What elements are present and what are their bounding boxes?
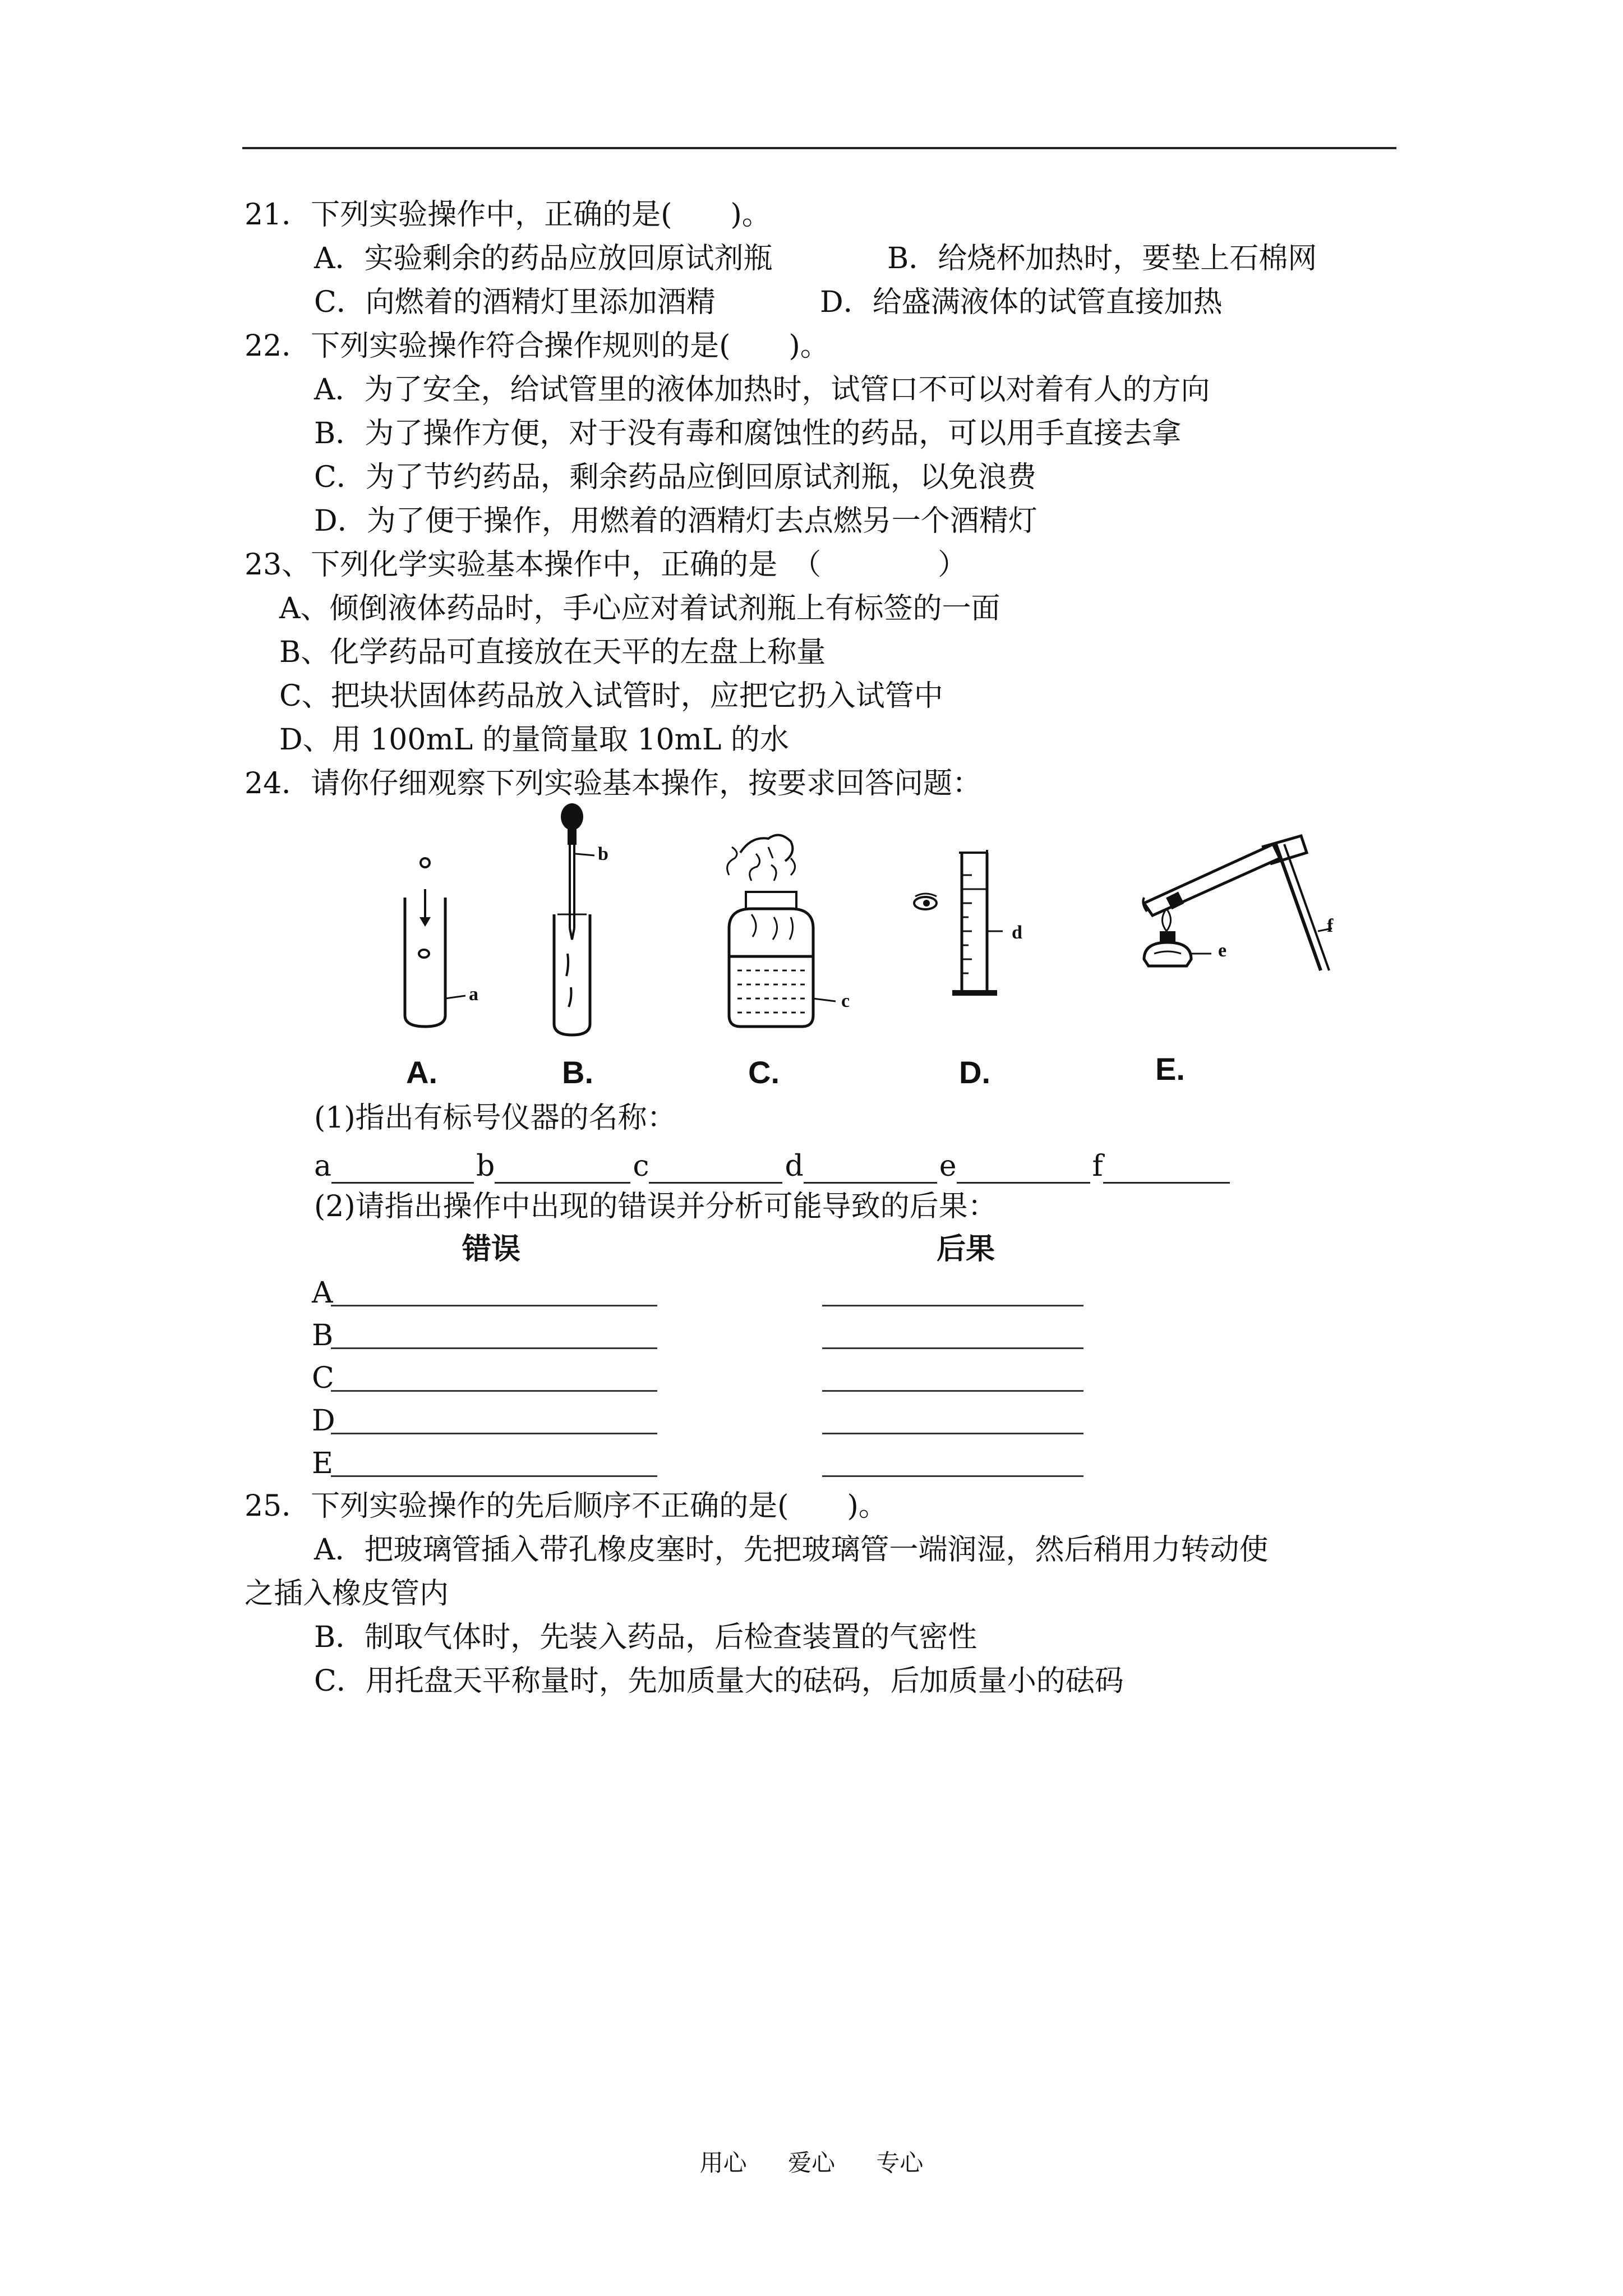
figure-c-reagent-bottle: [707, 813, 875, 1049]
blank-c[interactable]: [649, 1151, 782, 1184]
q21-option-b: B．给烧杯加热时，要垫上石棉网: [887, 242, 1317, 275]
blank-label-f: f: [1092, 1149, 1103, 1183]
q21-stem: 21．下列实验操作中，正确的是( )。: [245, 198, 771, 232]
label-c: c: [841, 991, 850, 1011]
column-header-error: 错误: [462, 1232, 521, 1266]
consequence-blank-a[interactable]: [822, 1305, 1083, 1306]
header-rule: [242, 147, 1396, 149]
q21-option-a: A．实验剩余的药品应放回原试剂瓶: [314, 242, 773, 275]
row-label-e: E: [312, 1447, 333, 1480]
row-label-d: D: [312, 1404, 335, 1438]
consequence-blank-d[interactable]: [822, 1433, 1083, 1434]
q23-option-c: C、把块状固体药品放入试管时，应把它扔入试管中: [279, 679, 943, 713]
blank-d[interactable]: [804, 1151, 937, 1184]
label-e: e: [1218, 940, 1227, 961]
instrument-blanks: [314, 1149, 1232, 1184]
footer-item-1: 用心: [699, 2149, 747, 2177]
q24-part1: (1)指出有标号仪器的名称：: [314, 1101, 676, 1135]
figure-b-dropper: [538, 802, 651, 1038]
blank-label-c: c: [633, 1149, 649, 1183]
consequence-blank-e[interactable]: [822, 1475, 1083, 1477]
blank-label-a: a: [314, 1149, 332, 1183]
q25-option-c: C．用托盘天平称量时，先加质量大的砝码，后加质量小的砝码: [314, 1664, 1124, 1698]
q21-option-c: C．向燃着的酒精灯里添加酒精: [314, 286, 716, 319]
q24-part2: (2)请指出操作中出现的错误并分析可能导致的后果：: [314, 1190, 997, 1223]
page-footer: [0, 2148, 1623, 2178]
q25-option-b: B．制取气体时，先装入药品，后检查装置的气密性: [314, 1621, 978, 1654]
blank-f[interactable]: [1103, 1151, 1230, 1184]
column-header-consequence: 后果: [937, 1232, 995, 1266]
q22-option-b: B．为了操作方便，对于没有毒和腐蚀性的药品，可以用手直接去拿: [314, 417, 1182, 450]
error-blank-b[interactable]: [331, 1347, 657, 1349]
figure-caption-b: B.: [562, 1055, 593, 1090]
label-f: f: [1327, 915, 1334, 936]
figure-caption-c: C.: [748, 1055, 780, 1090]
figure-caption-e: E.: [1155, 1051, 1185, 1087]
row-label-b: B: [312, 1319, 334, 1352]
footer-item-2: 爱心: [787, 2149, 835, 2177]
figure-caption-a: A.: [406, 1055, 437, 1090]
q23-stem: 23、下列化学实验基本操作中，正确的是 （ ）: [245, 548, 967, 582]
blank-label-b: b: [476, 1149, 495, 1183]
footer-item-3: 专心: [876, 2149, 924, 2177]
blank-label-e: e: [939, 1149, 957, 1183]
figure-caption-d: D.: [959, 1055, 990, 1090]
row-label-c: C: [312, 1361, 334, 1395]
figure-e-alcohol-lamp-heating: [1133, 819, 1357, 987]
q22-stem: 22．下列实验操作符合操作规则的是( )。: [245, 329, 829, 363]
consequence-blank-b[interactable]: [822, 1347, 1083, 1349]
row-label-a: A: [312, 1276, 333, 1310]
q25-option-a-line2: 之插入橡皮管内: [245, 1577, 449, 1611]
q22-option-d: D．为了便于操作，用燃着的酒精灯去点燃另一个酒精灯: [314, 504, 1038, 538]
q23-option-d: D、用 100mL 的量筒量取 10mL 的水: [279, 723, 789, 757]
blank-e[interactable]: [957, 1151, 1090, 1184]
error-blank-c[interactable]: [331, 1390, 657, 1392]
q22-option-c: C．为了节约药品，剩余药品应倒回原试剂瓶，以免浪费: [314, 461, 1036, 494]
consequence-blank-c[interactable]: [822, 1390, 1083, 1392]
figure-a-test-tube: [393, 853, 505, 1032]
error-blank-a[interactable]: [331, 1305, 657, 1306]
error-blank-e[interactable]: [331, 1475, 657, 1477]
q23-option-b: B、化学药品可直接放在天平的左盘上称量: [279, 636, 826, 669]
label-b: b: [598, 844, 608, 864]
figure-d-graduated-cylinder: [909, 841, 1054, 1010]
q25-stem: 25．下列实验操作的先后顺序不正确的是( )。: [245, 1489, 888, 1523]
error-blank-d[interactable]: [331, 1433, 657, 1434]
q21-option-d: D．给盛满液体的试管直接加热: [820, 286, 1223, 319]
blank-label-d: d: [785, 1149, 804, 1183]
blank-a[interactable]: [331, 1151, 474, 1184]
label-a: a: [469, 984, 478, 1005]
blank-b[interactable]: [495, 1151, 630, 1184]
label-d: d: [1012, 922, 1022, 943]
q25-option-a-line1: A．把玻璃管插入带孔橡皮塞时，先把玻璃管一端润湿，然后稍用力转动使: [314, 1533, 1269, 1567]
q24-stem: 24．请你仔细观察下列实验基本操作，按要求回答问题：: [245, 767, 982, 800]
q22-option-a: A．为了安全，给试管里的液体加热时，试管口不可以对着有人的方向: [314, 373, 1210, 407]
q23-option-a: A、倾倒液体药品时，手心应对着试剂瓶上有标签的一面: [279, 592, 1000, 625]
